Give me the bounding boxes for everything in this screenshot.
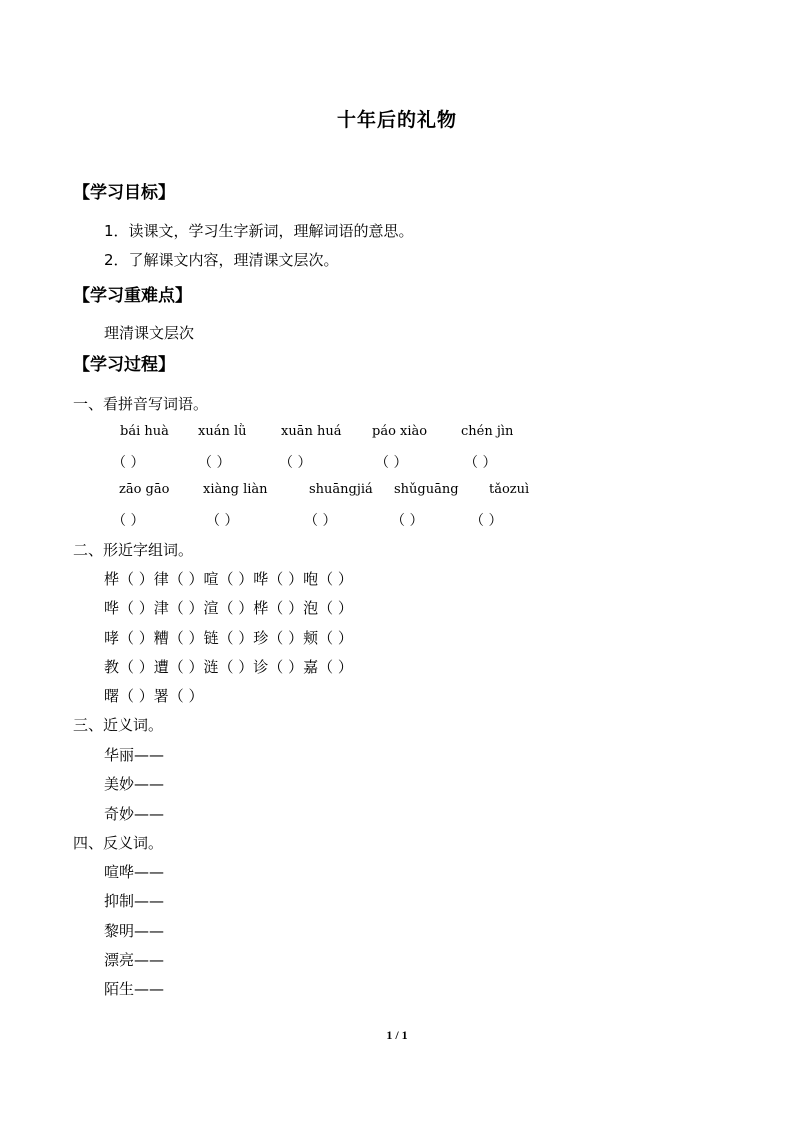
pinyin: tǎozuì (489, 482, 530, 497)
antonym-item: 漂亮—— (104, 951, 165, 969)
answer-blank: （ ） (470, 513, 503, 529)
process-heading: 【学习过程】 (73, 355, 175, 375)
answer-blank: （ ） (304, 513, 337, 529)
synonym-item: 奇妙—— (104, 805, 165, 823)
pinyin: páo xiào (372, 424, 428, 439)
pinyin: xuān huá (281, 424, 342, 439)
answer-blank: （ ） (112, 513, 145, 529)
section-2-title: 二、形近字组词。 (73, 541, 194, 559)
pinyin: chén jìn (461, 424, 514, 439)
goal-item: 1．读课文，学习生字新词，理解词语的意思。 (104, 222, 414, 240)
answer-blank: （ ） (112, 455, 145, 471)
pinyin: bái huà (120, 424, 169, 439)
section-1-title: 一、看拼音写词语。 (73, 395, 209, 413)
char-row: 桦（ ）律（ ）喧（ ）哗（ ）咆（ ） (104, 570, 353, 588)
goals-heading: 【学习目标】 (73, 183, 175, 203)
antonym-item: 喧哗—— (104, 863, 165, 881)
keypoints-heading: 【学习重难点】 (73, 286, 192, 306)
synonym-item: 美妙—— (104, 775, 165, 793)
pinyin: xiàng liàn (203, 482, 268, 497)
pinyin: shǔguāng (394, 482, 459, 497)
goal-item: 2．了解课文内容，理清课文层次。 (104, 251, 339, 269)
answer-blank: （ ） (198, 455, 231, 471)
pinyin: shuāngjiá (309, 482, 373, 497)
page-number: 1 / 1 (386, 1028, 408, 1042)
answer-blank: （ ） (375, 455, 408, 471)
antonym-item: 陌生—— (104, 980, 165, 998)
char-row: 教（ ）遭（ ）涟（ ）诊（ ）嘉（ ） (104, 658, 353, 676)
answer-blank: （ ） (464, 455, 497, 471)
pinyin: xuán lǜ (198, 424, 247, 439)
antonym-item: 抑制—— (104, 892, 165, 910)
antonym-item: 黎明—— (104, 922, 165, 940)
answer-blank: （ ） (206, 513, 239, 529)
section-4-title: 四、反义词。 (73, 834, 164, 852)
pinyin: zāo gāo (119, 482, 170, 497)
char-row: 哗（ ）津（ ）渲（ ）桦（ ）泡（ ） (104, 599, 353, 617)
keypoints-text: 理清课文层次 (104, 324, 195, 342)
page-title: 十年后的礼物 (336, 109, 457, 131)
char-row: 曙（ ）署（ ） (104, 687, 204, 705)
synonym-item: 华丽—— (104, 746, 165, 764)
answer-blank: （ ） (391, 513, 424, 529)
char-row: 哮（ ）糟（ ）链（ ）珍（ ）颊（ ） (104, 629, 353, 647)
section-3-title: 三、近义词。 (73, 716, 164, 734)
answer-blank: （ ） (279, 455, 312, 471)
